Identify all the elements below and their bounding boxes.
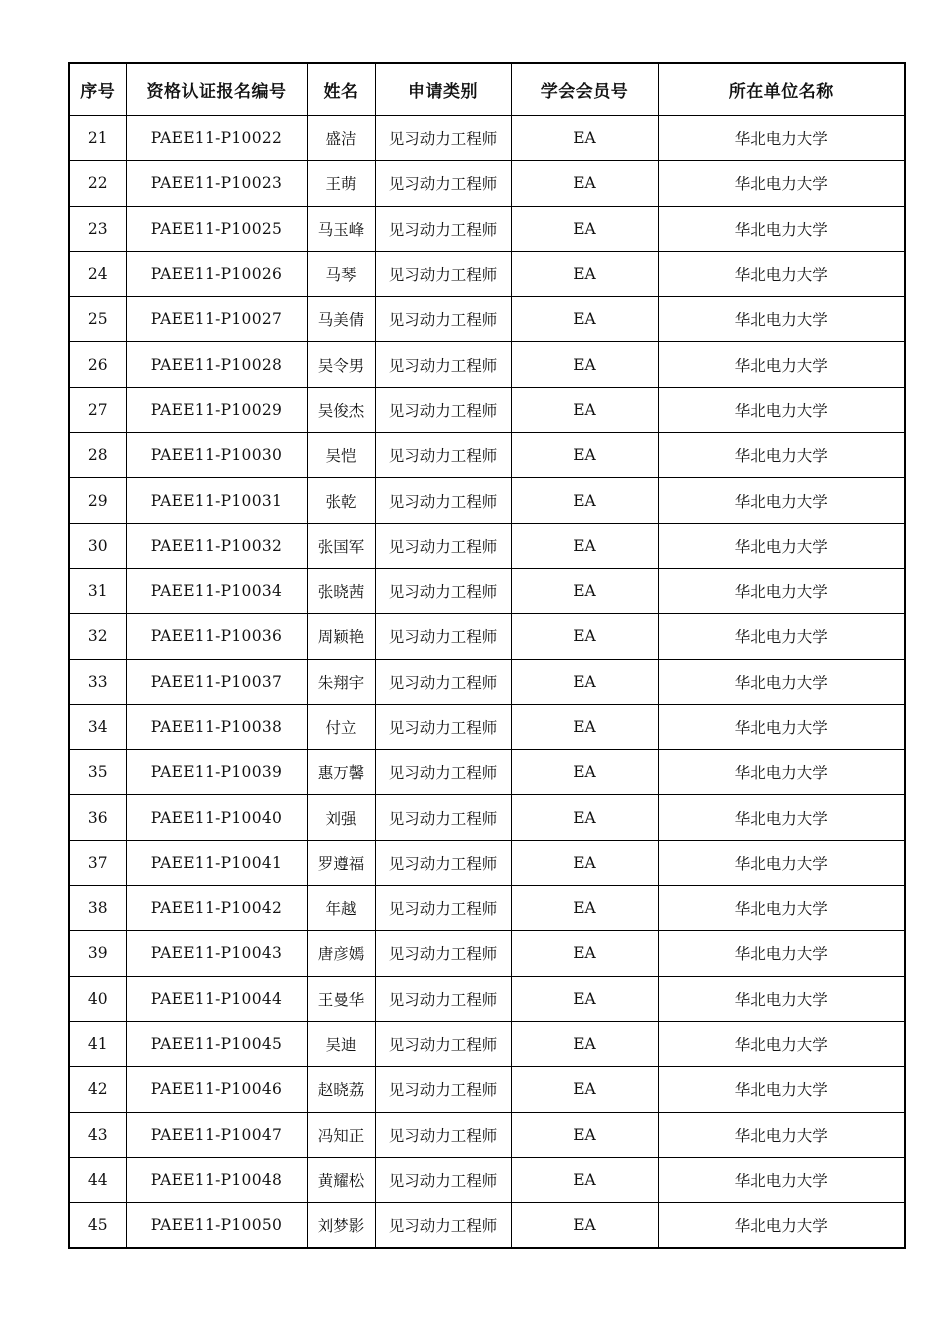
header-organization: 所在单位名称 xyxy=(658,63,905,116)
cell-name: 刘强 xyxy=(307,795,375,840)
cell-organization: 华北电力大学 xyxy=(658,1067,905,1112)
cell-category: 见习动力工程师 xyxy=(375,931,511,976)
cell-category: 见习动力工程师 xyxy=(375,1112,511,1157)
cell-category: 见习动力工程师 xyxy=(375,387,511,432)
cell-name: 吴恺 xyxy=(307,433,375,478)
cell-organization: 华北电力大学 xyxy=(658,116,905,161)
cell-category: 见习动力工程师 xyxy=(375,251,511,296)
cell-index: 40 xyxy=(69,976,126,1021)
cell-member-number: EA xyxy=(511,387,658,432)
cell-category: 见习动力工程师 xyxy=(375,659,511,704)
cell-index: 39 xyxy=(69,931,126,976)
cell-organization: 华北电力大学 xyxy=(658,478,905,523)
cell-name: 周颖艳 xyxy=(307,614,375,659)
table-row xyxy=(69,976,905,1021)
table-row xyxy=(69,886,905,931)
cell-category: 见习动力工程师 xyxy=(375,297,511,342)
cell-name: 吴令男 xyxy=(307,342,375,387)
cell-category: 见习动力工程师 xyxy=(375,1067,511,1112)
table-row xyxy=(69,704,905,749)
cell-organization: 华北电力大学 xyxy=(658,1112,905,1157)
cell-name: 黄耀松 xyxy=(307,1157,375,1202)
cell-organization: 华北电力大学 xyxy=(658,840,905,885)
cell-index: 21 xyxy=(69,116,126,161)
cell-organization: 华北电力大学 xyxy=(658,750,905,795)
cell-category: 见习动力工程师 xyxy=(375,1157,511,1202)
header-member-number: 学会会员号 xyxy=(511,63,658,116)
cell-organization: 华北电力大学 xyxy=(658,886,905,931)
table-row xyxy=(69,433,905,478)
cell-index: 24 xyxy=(69,251,126,296)
cell-registration-number: PAEE11-P10026 xyxy=(126,251,307,296)
cell-name: 冯知正 xyxy=(307,1112,375,1157)
cell-registration-number: PAEE11-P10041 xyxy=(126,840,307,885)
cell-name: 盛洁 xyxy=(307,116,375,161)
cell-index: 28 xyxy=(69,433,126,478)
cell-member-number: EA xyxy=(511,704,658,749)
table-row xyxy=(69,478,905,523)
cell-member-number: EA xyxy=(511,931,658,976)
cell-category: 见习动力工程师 xyxy=(375,206,511,251)
cell-index: 38 xyxy=(69,886,126,931)
cell-registration-number: PAEE11-P10036 xyxy=(126,614,307,659)
header-name: 姓名 xyxy=(307,63,375,116)
cell-category: 见习动力工程师 xyxy=(375,976,511,1021)
cell-organization: 华北电力大学 xyxy=(658,387,905,432)
table-row xyxy=(69,161,905,206)
cell-index: 26 xyxy=(69,342,126,387)
cell-member-number: EA xyxy=(511,659,658,704)
cell-index: 25 xyxy=(69,297,126,342)
cell-organization: 华北电力大学 xyxy=(658,251,905,296)
certification-table xyxy=(68,62,906,1249)
cell-member-number: EA xyxy=(511,1067,658,1112)
cell-category: 见习动力工程师 xyxy=(375,750,511,795)
cell-registration-number: PAEE11-P10028 xyxy=(126,342,307,387)
cell-category: 见习动力工程师 xyxy=(375,342,511,387)
roster-sheet xyxy=(68,62,906,1249)
cell-member-number: EA xyxy=(511,206,658,251)
cell-registration-number: PAEE11-P10034 xyxy=(126,568,307,613)
cell-index: 45 xyxy=(69,1203,126,1249)
table-row xyxy=(69,750,905,795)
cell-name: 张国军 xyxy=(307,523,375,568)
cell-index: 36 xyxy=(69,795,126,840)
cell-index: 44 xyxy=(69,1157,126,1202)
table-row xyxy=(69,251,905,296)
cell-member-number: EA xyxy=(511,523,658,568)
cell-organization: 华北电力大学 xyxy=(658,206,905,251)
cell-member-number: EA xyxy=(511,1203,658,1249)
cell-category: 见习动力工程师 xyxy=(375,116,511,161)
table-row xyxy=(69,840,905,885)
cell-category: 见习动力工程师 xyxy=(375,1021,511,1066)
cell-index: 31 xyxy=(69,568,126,613)
cell-index: 32 xyxy=(69,614,126,659)
cell-category: 见习动力工程师 xyxy=(375,1203,511,1249)
cell-category: 见习动力工程师 xyxy=(375,614,511,659)
cell-registration-number: PAEE11-P10044 xyxy=(126,976,307,1021)
cell-organization: 华北电力大学 xyxy=(658,795,905,840)
table-row xyxy=(69,387,905,432)
cell-registration-number: PAEE11-P10047 xyxy=(126,1112,307,1157)
cell-index: 22 xyxy=(69,161,126,206)
cell-index: 35 xyxy=(69,750,126,795)
header-registration-number: 资格认证报名编号 xyxy=(126,63,307,116)
cell-category: 见习动力工程师 xyxy=(375,840,511,885)
cell-name: 马玉峰 xyxy=(307,206,375,251)
table-row xyxy=(69,1203,905,1249)
table-row xyxy=(69,1067,905,1112)
cell-index: 37 xyxy=(69,840,126,885)
cell-registration-number: PAEE11-P10045 xyxy=(126,1021,307,1066)
cell-index: 29 xyxy=(69,478,126,523)
cell-name: 唐彦嫣 xyxy=(307,931,375,976)
table-row xyxy=(69,568,905,613)
cell-registration-number: PAEE11-P10025 xyxy=(126,206,307,251)
header-row xyxy=(69,63,905,116)
cell-index: 27 xyxy=(69,387,126,432)
cell-registration-number: PAEE11-P10032 xyxy=(126,523,307,568)
cell-category: 见习动力工程师 xyxy=(375,161,511,206)
table-row xyxy=(69,795,905,840)
cell-member-number: EA xyxy=(511,840,658,885)
header-index: 序号 xyxy=(69,63,126,116)
cell-registration-number: PAEE11-P10043 xyxy=(126,931,307,976)
cell-name: 马美倩 xyxy=(307,297,375,342)
cell-name: 惠万馨 xyxy=(307,750,375,795)
cell-registration-number: PAEE11-P10027 xyxy=(126,297,307,342)
cell-organization: 华北电力大学 xyxy=(658,1157,905,1202)
table-row xyxy=(69,206,905,251)
cell-registration-number: PAEE11-P10029 xyxy=(126,387,307,432)
cell-registration-number: PAEE11-P10031 xyxy=(126,478,307,523)
cell-organization: 华北电力大学 xyxy=(658,704,905,749)
cell-member-number: EA xyxy=(511,116,658,161)
cell-name: 刘梦影 xyxy=(307,1203,375,1249)
cell-member-number: EA xyxy=(511,886,658,931)
cell-category: 见习动力工程师 xyxy=(375,568,511,613)
cell-index: 42 xyxy=(69,1067,126,1112)
cell-index: 30 xyxy=(69,523,126,568)
cell-name: 年越 xyxy=(307,886,375,931)
cell-organization: 华北电力大学 xyxy=(658,1203,905,1249)
table-row xyxy=(69,342,905,387)
cell-member-number: EA xyxy=(511,1157,658,1202)
cell-index: 41 xyxy=(69,1021,126,1066)
cell-registration-number: PAEE11-P10048 xyxy=(126,1157,307,1202)
cell-name: 王曼华 xyxy=(307,976,375,1021)
cell-index: 43 xyxy=(69,1112,126,1157)
table-row xyxy=(69,659,905,704)
cell-member-number: EA xyxy=(511,1021,658,1066)
cell-index: 23 xyxy=(69,206,126,251)
cell-organization: 华北电力大学 xyxy=(658,976,905,1021)
cell-name: 赵晓荔 xyxy=(307,1067,375,1112)
cell-category: 见习动力工程师 xyxy=(375,886,511,931)
cell-registration-number: PAEE11-P10046 xyxy=(126,1067,307,1112)
cell-registration-number: PAEE11-P10037 xyxy=(126,659,307,704)
table-row xyxy=(69,1157,905,1202)
cell-member-number: EA xyxy=(511,251,658,296)
cell-organization: 华北电力大学 xyxy=(658,659,905,704)
cell-member-number: EA xyxy=(511,568,658,613)
cell-member-number: EA xyxy=(511,614,658,659)
cell-name: 吴迪 xyxy=(307,1021,375,1066)
cell-name: 王萌 xyxy=(307,161,375,206)
table-row xyxy=(69,1112,905,1157)
cell-organization: 华北电力大学 xyxy=(658,931,905,976)
table-row xyxy=(69,931,905,976)
cell-index: 33 xyxy=(69,659,126,704)
cell-organization: 华北电力大学 xyxy=(658,342,905,387)
cell-member-number: EA xyxy=(511,297,658,342)
cell-member-number: EA xyxy=(511,478,658,523)
table-row xyxy=(69,116,905,161)
table-row xyxy=(69,614,905,659)
cell-member-number: EA xyxy=(511,795,658,840)
cell-registration-number: PAEE11-P10050 xyxy=(126,1203,307,1249)
cell-name: 朱翔宇 xyxy=(307,659,375,704)
cell-member-number: EA xyxy=(511,433,658,478)
cell-name: 张乾 xyxy=(307,478,375,523)
cell-member-number: EA xyxy=(511,161,658,206)
cell-name: 吴俊杰 xyxy=(307,387,375,432)
cell-registration-number: PAEE11-P10042 xyxy=(126,886,307,931)
cell-name: 罗遵福 xyxy=(307,840,375,885)
cell-member-number: EA xyxy=(511,976,658,1021)
cell-registration-number: PAEE11-P10022 xyxy=(126,116,307,161)
table-row xyxy=(69,523,905,568)
cell-registration-number: PAEE11-P10023 xyxy=(126,161,307,206)
table-row xyxy=(69,1021,905,1066)
cell-name: 马琴 xyxy=(307,251,375,296)
header-application-category: 申请类别 xyxy=(375,63,511,116)
cell-organization: 华北电力大学 xyxy=(658,161,905,206)
cell-organization: 华北电力大学 xyxy=(658,614,905,659)
cell-member-number: EA xyxy=(511,1112,658,1157)
cell-category: 见习动力工程师 xyxy=(375,704,511,749)
table-row xyxy=(69,297,905,342)
cell-category: 见习动力工程师 xyxy=(375,795,511,840)
cell-category: 见习动力工程师 xyxy=(375,433,511,478)
cell-organization: 华北电力大学 xyxy=(658,523,905,568)
cell-registration-number: PAEE11-P10030 xyxy=(126,433,307,478)
cell-index: 34 xyxy=(69,704,126,749)
cell-registration-number: PAEE11-P10038 xyxy=(126,704,307,749)
cell-organization: 华北电力大学 xyxy=(658,1021,905,1066)
cell-registration-number: PAEE11-P10040 xyxy=(126,795,307,840)
cell-member-number: EA xyxy=(511,750,658,795)
cell-name: 付立 xyxy=(307,704,375,749)
cell-member-number: EA xyxy=(511,342,658,387)
cell-category: 见习动力工程师 xyxy=(375,523,511,568)
cell-organization: 华北电力大学 xyxy=(658,297,905,342)
cell-name: 张晓茜 xyxy=(307,568,375,613)
cell-category: 见习动力工程师 xyxy=(375,478,511,523)
cell-organization: 华北电力大学 xyxy=(658,433,905,478)
cell-registration-number: PAEE11-P10039 xyxy=(126,750,307,795)
cell-organization: 华北电力大学 xyxy=(658,568,905,613)
table-body xyxy=(69,116,905,1249)
